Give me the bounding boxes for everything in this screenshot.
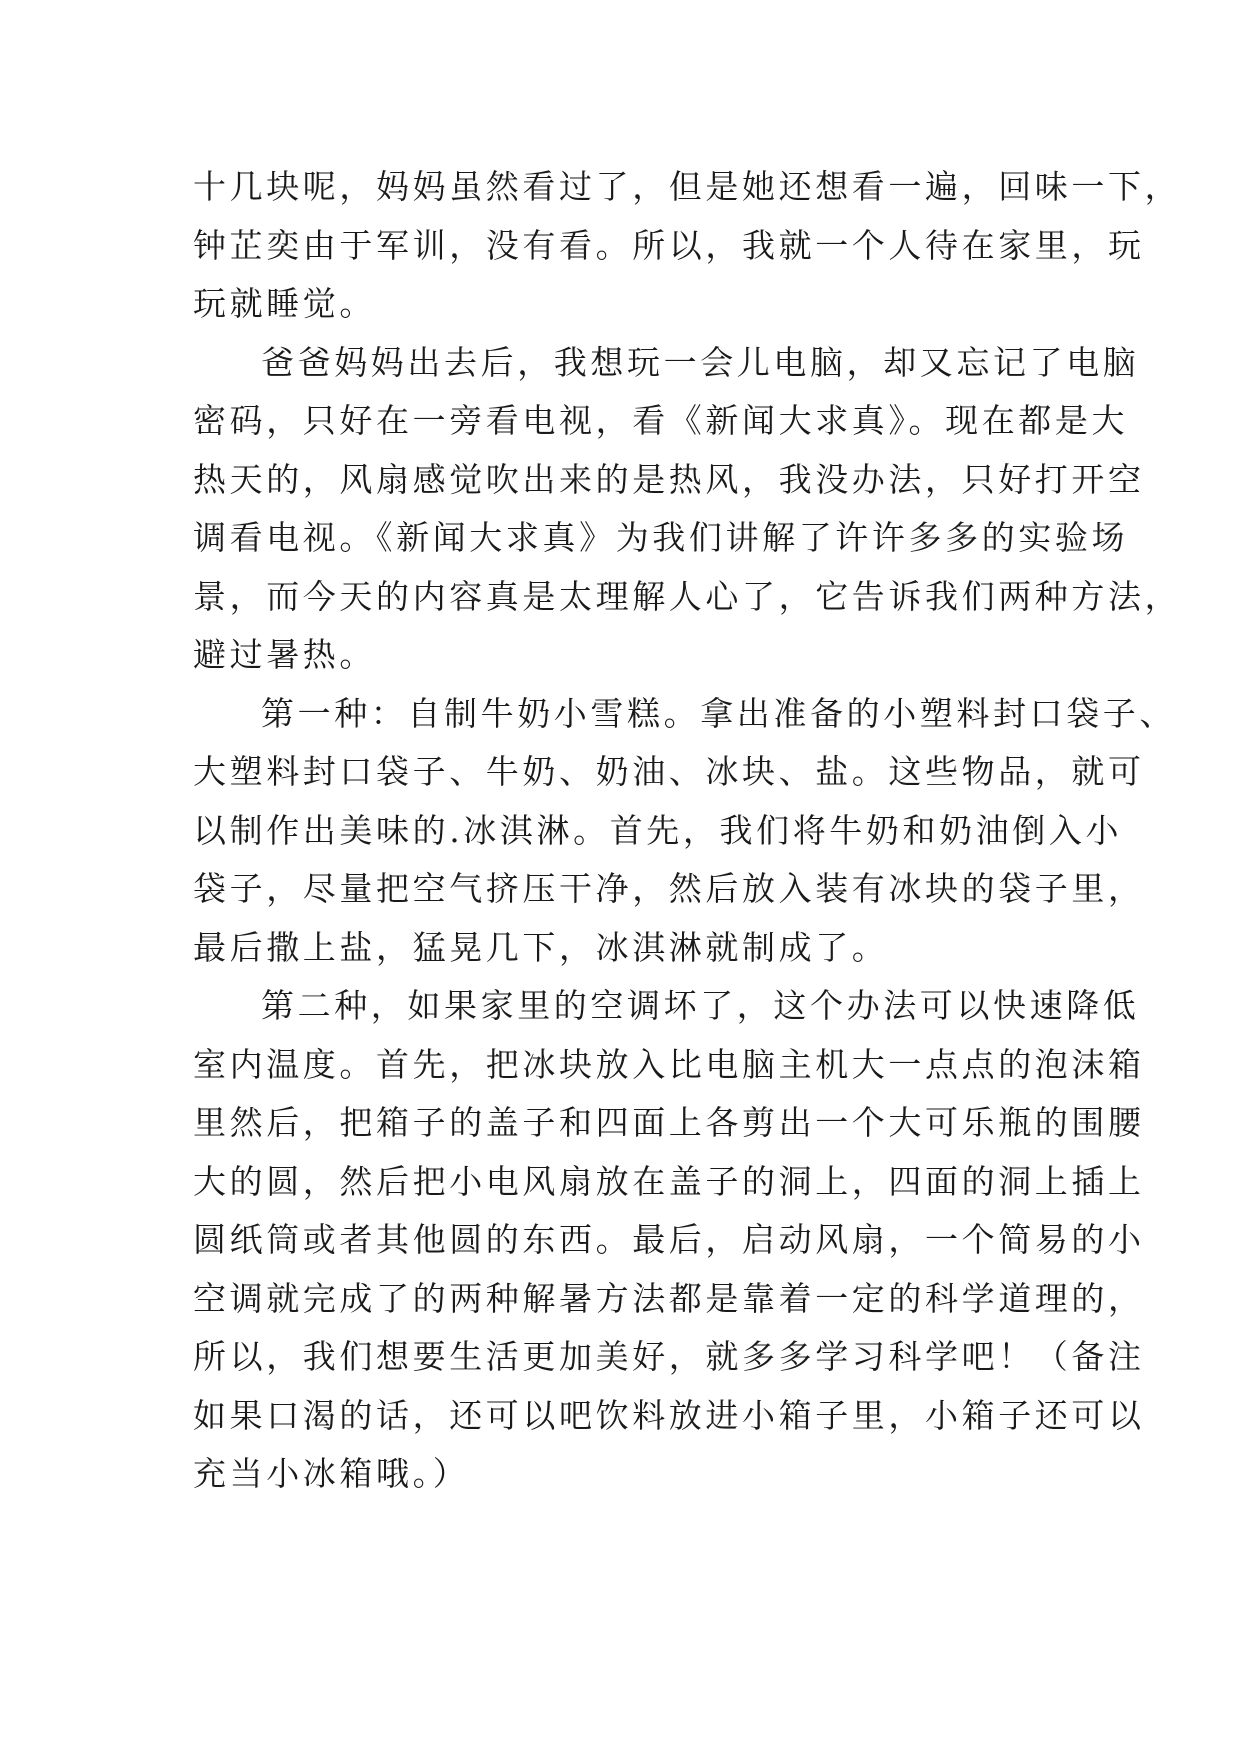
text-line: 玩就睡觉。 [193, 284, 376, 323]
text-line: 袋子，尽量把空气挤压干净，然后放入装有冰块的袋子里， [193, 869, 1145, 908]
text-line: 以制作出美味的.冰淇淋。首先，我们将牛奶和奶油倒入小 [193, 810, 1123, 850]
text-line: 热天的，风扇感觉吹出来的是热风，我没办法，只好打开空 [193, 459, 1145, 499]
text-line: 里然后，把箱子的盖子和四面上各剪出一个大可乐瓶的围腰 [193, 1103, 1145, 1142]
text-line: 所以，我们想要生活更加美好，就多多学习科学吧！（备注 [193, 1337, 1145, 1376]
text-line: 景，而今天的内容真是太理解人心了，它告诉我们两种方法， [193, 576, 1182, 616]
text-line: 空调就完成了的两种解暑方法都是靠着一定的科学道理的， [193, 1278, 1145, 1318]
text-line: 避过暑热。 [193, 635, 376, 674]
text-line: 圆纸筒或者其他圆的东西。最后，启动风扇，一个简易的小 [193, 1220, 1145, 1259]
paragraph-first-line: 第一种：自制牛奶小雪糕。拿出准备的小塑料封口袋子、 [261, 693, 1176, 733]
text-line: 充当小冰箱哦。） [193, 1454, 470, 1493]
text-line: 大的圆，然后把小电风扇放在盖子的洞上，四面的洞上插上 [193, 1161, 1145, 1201]
text-line: 最后撒上盐，猛晃几下，冰淇淋就制成了。 [193, 927, 889, 967]
text-line: 十几块呢，妈妈虽然看过了，但是她还想看一遍，回味一下， [193, 167, 1182, 206]
document-body [193, 158, 1182, 1504]
paragraph-first-line: 爸爸妈妈出去后，我想玩一会儿电脑，却又忘记了电脑 [261, 342, 1140, 382]
text-line: 室内温度。首先，把冰块放入比电脑主机大一点点的泡沫箱 [193, 1044, 1145, 1084]
text-line: 钟芷奕由于军训，没有看。所以，我就一个人待在家里，玩 [193, 225, 1145, 265]
text-line: 如果口渴的话，还可以吧饮料放进小箱子里，小箱子还可以 [193, 1395, 1145, 1435]
text-line: 密码，只好在一旁看电视，看《新闻大求真》。现在都是大 [193, 401, 1129, 440]
paragraph-first-line: 第二种，如果家里的空调坏了，这个办法可以快速降低 [261, 986, 1140, 1025]
text-line: 调看电视。《新闻大求真》为我们讲解了许许多多的实验场 [193, 518, 1129, 557]
text-line: 大塑料封口袋子、牛奶、奶油、冰块、盐。这些物品，就可 [193, 752, 1145, 791]
